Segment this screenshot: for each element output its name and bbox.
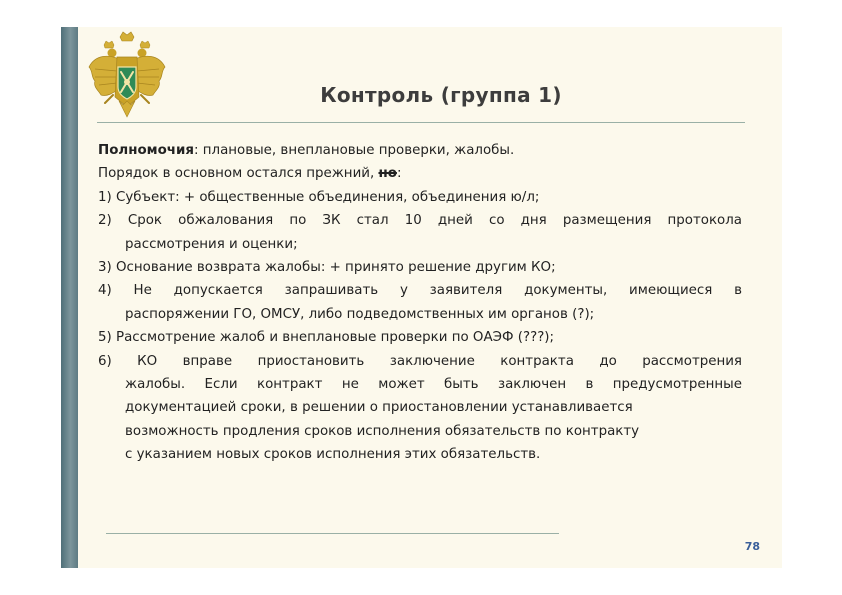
footer-divider (106, 533, 559, 534)
list-item-6-continuation: документацией сроки, в решении о приостановлении устанавливается (125, 400, 633, 416)
slide-body (98, 139, 742, 467)
slide-title: Контроль (группа 1) (320, 83, 562, 107)
list-item-5: 5) Рассмотрение жалоб и внеплановые проверки по ОАЭФ (???); (98, 330, 555, 346)
procedure-text: Порядок в основном остался прежний, (98, 166, 379, 182)
list-item-6-continuation: с указанием новых сроков исполнения этих обязательств. (125, 447, 541, 463)
list-item-3: 3) Основание возврата жалобы: + принято решение другим КО; (98, 260, 556, 276)
double-headed-eagle-emblem-icon (87, 31, 167, 121)
list-item-6-continuation: жалобы. Если контракт не может быть заключен в предусмотренные (125, 377, 742, 393)
list-item-2-continuation: рассмотрения и оценки; (125, 236, 298, 252)
list-item-1: 1) Субъект: + общественные объединения, объединения ю/л; (98, 189, 540, 205)
authority-line (98, 139, 742, 162)
slide (61, 27, 782, 568)
procedure-colon: : (396, 166, 402, 182)
authority-text: : плановые, внеплановые проверки, жалобы. (193, 143, 515, 158)
authority-label: Полномочия (98, 143, 194, 158)
slide-side-bar (61, 27, 78, 568)
list-item-4-continuation: распоряжении ГО, ОМСУ, либо подведомственных им органов (?); (125, 306, 595, 322)
page-number: 78 (744, 540, 760, 553)
list-item-4: 4) Не допускается запрашивать у заявителя документы, имеющиеся в (98, 283, 742, 299)
procedure-line (98, 162, 742, 185)
list-item-6: 6) КО вправе приостановить заключение контракта до рассмотрения (98, 353, 742, 369)
struck-word: но (378, 166, 397, 182)
title-divider (97, 122, 745, 123)
list-item-6-continuation: возможность продления сроков исполнения обязательств по контракту (125, 423, 640, 439)
list-item-2: 2) Срок обжалования по ЗК стал 10 дней со дня размещения протокола (98, 213, 742, 229)
